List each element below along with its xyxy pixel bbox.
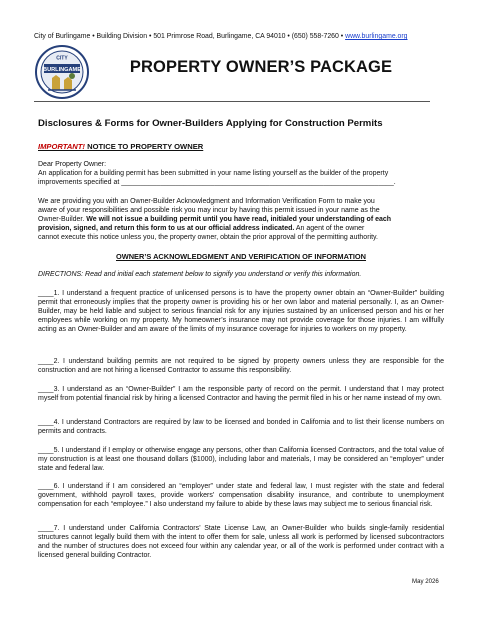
address-text: City of Burlingame • Building Division • 501 Primrose Road, Burlingame, CA 94010 • (650) 558-7260 • [34, 33, 346, 40]
salutation: Dear Property Owner: [38, 161, 107, 168]
header-divider [34, 101, 430, 102]
acknowledgment-item-5: ____5. I understand if I employ or otherwise engage any persons, other than California licensed Contractors, and the total value of my construction is at least one thousand dollars ($1000), including labor and materials, I may be considered an “employer” under state and federal law. [38, 447, 444, 473]
acknowledgment-item-6: ____6. I understand if I am considered an “employer” under state and federal law, I must register with the state and federal government, withhold payroll taxes, provide workers’ compensation disability insurance, and contribute to unemployment compensation for each “employee.” I also understand my failure to abide by these laws may subject me to serious financial risk. [38, 483, 444, 509]
intro-line-1: An application for a building permit has been submitted in your name listing yourself as the builder of the property [38, 170, 389, 177]
intro-p2-line-3b: We will not issue a building permit until you have read, initialed your understanding of each [86, 216, 392, 223]
seal-graphic [34, 44, 90, 100]
seal-top-text: CITY [56, 55, 68, 62]
intro-p2-line-2: aware of your responsibilities and possible risk you may incur by having this permit issued in your name as the [38, 207, 380, 214]
document-subtitle: Disclosures & Forms for Owner-Builders Applying for Construction Permits [38, 118, 383, 129]
intro-p2-line-4 [38, 224, 444, 233]
intro-p2-line-4-tail: An agent of the owner [294, 225, 365, 232]
notice-label: NOTICE TO PROPERTY OWNER [84, 142, 204, 151]
header-address-line [34, 33, 454, 40]
revision-date: May 2026 [412, 578, 439, 585]
acknowledgment-item-7: ____7. I understand under California Contractors’ State License Law, an Owner-Builder who builds single-family residential structures cannot legally build them with the intent to offer them for sale, unless all work is performed by licensed subcontractors and the number of structures does not exceed four within any calendar year, or all of the work is performed under contract with a licensed general building Contractor. [38, 525, 444, 560]
city-seal-logo [34, 44, 90, 100]
page-title: PROPERTY OWNER’S PACKAGE [129, 58, 393, 76]
notice-heading [38, 142, 203, 151]
website-link[interactable]: www.burlingame.org [345, 33, 408, 40]
acknowledgment-item-4: ____4. I understand Contractors are required by law to be licensed and bonded in California and to list their license numbers on permits and contracts. [38, 419, 444, 436]
acknowledgment-item-2: ____2. I understand building permits are not required to be signed by property owners unless they are responsible for the construction and are not hiring a licensed Contractor to assume this responsibility. [38, 358, 444, 375]
acknowledgment-item-1: ____1. I understand a frequent practice of unlicensed persons is to have the property owner obtain an “Owner-Builder” building permit that erroneously implies that the property owner is providing his or her own labor and material personally. I, as an Owner-Builder, may be held liable and subject to serious financial risk for any injuries sustained by an unlicensed person and his or her employees while working on my property. My homeowner’s insurance may not provide coverage for those injuries. I am willfully acting as an Owner-Builder and am aware of the limits of my insurance coverage for injuries to workers on my property. [38, 290, 444, 334]
intro-p2-line-5: cannot execute this notice unless you, the property owner, obtain the prior approval of the permitting authority. [38, 234, 378, 241]
directions-text: DIRECTIONS: Read and initial each statement below to signify you understand or verify this information. [38, 271, 362, 278]
intro-p2-line-1: We are providing you with an Owner-Builder Acknowledgment and Information Verification Form to make you [38, 198, 375, 205]
important-label: IMPORTANT! [38, 142, 85, 151]
intro-p2-line-4-bold: provision, signed, and return this form to us at our official address indicated. [38, 225, 295, 232]
intro-line-2: improvements specified at ______________________________________________________________________. [38, 179, 396, 186]
acknowledgment-item-3: ____3. I understand as an “Owner-Builder” I am the responsible party of record on the permit. I understand that I may protect myself from potential financial risk by hiring a licensed Contractor and having the permit filed in his or her name instead of my own. [38, 386, 444, 403]
intro-p2-line-3 [38, 215, 444, 224]
section-title: OWNER’S ACKNOWLEDGMENT AND VERIFICATION OF INFORMATION [115, 252, 367, 261]
intro-p2-line-3a: Owner-Builder. [38, 216, 87, 223]
seal-name: BURLINGAME [43, 67, 81, 73]
